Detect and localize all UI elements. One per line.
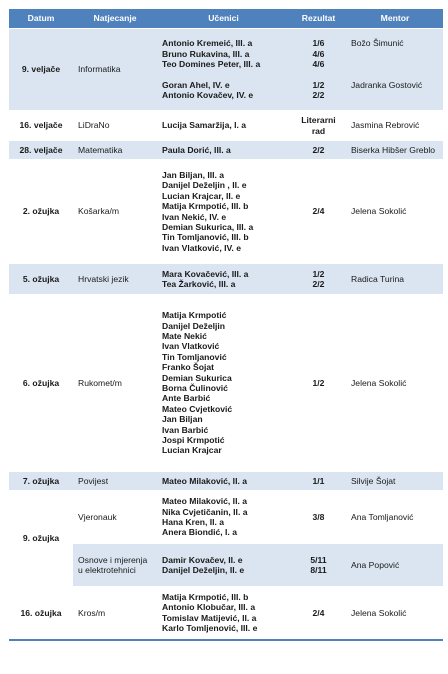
cell-date: 7. ožujka xyxy=(9,472,73,491)
mentor-name: Jasmina Rebrović xyxy=(351,120,420,131)
student-name: Ivan Barbić xyxy=(162,424,209,435)
table-row xyxy=(9,587,443,640)
cell-date: 9. veljače xyxy=(9,29,73,111)
student-name: Ivan Vlatković xyxy=(162,341,220,352)
result-value: 2/4 xyxy=(312,607,325,618)
table-row xyxy=(9,295,443,472)
table-row xyxy=(9,160,443,264)
cell-mentor xyxy=(347,29,443,111)
student-name: Franko Šojat xyxy=(162,362,215,373)
cell-mentor xyxy=(347,472,443,491)
header-date: Datum xyxy=(9,9,73,29)
student-name: Anera Biondić, I. a xyxy=(162,527,237,538)
result-value: 1/6 xyxy=(312,38,325,49)
header-result: Rezultat xyxy=(290,9,347,29)
table-row xyxy=(9,111,443,141)
student-name: Lucian Krajcar xyxy=(162,445,222,456)
cell-mentor xyxy=(347,295,443,472)
student-name: Borna Čulinović xyxy=(162,383,228,393)
cell-students xyxy=(157,264,290,295)
cell-date: 28. veljače xyxy=(9,141,73,160)
cell-students xyxy=(157,29,290,111)
spacer xyxy=(293,70,344,80)
student-name: Hana Kren, II. a xyxy=(162,517,225,527)
table-row xyxy=(9,472,443,491)
result-value: 4/6 xyxy=(312,59,325,70)
result-value: 2/2 xyxy=(312,144,325,155)
mentor-name: Ana Tomljanović xyxy=(351,511,414,522)
student-name: Karlo Tomljenović, III. e xyxy=(162,623,258,634)
competition-results-table xyxy=(9,8,443,641)
student-name: Mateo Milaković, II. a xyxy=(162,475,248,486)
cell-competition: Povijest xyxy=(73,472,157,491)
cell-result xyxy=(290,491,347,544)
student-name: Antonio Klobučar, III. a xyxy=(162,602,256,613)
cell-students xyxy=(157,587,290,640)
student-name: Tin Tomljanović, III. b xyxy=(162,232,249,243)
student-name: Ivan Vlatković, IV. e xyxy=(162,242,241,253)
student-name: Damir Kovačev, II. e xyxy=(162,554,243,565)
cell-students xyxy=(157,295,290,472)
result-value: Literarni xyxy=(301,115,336,126)
student-name: Nika Cvjetičanin, II. a xyxy=(162,506,248,517)
header-students: Učenici xyxy=(157,9,290,29)
cell-competition: Rukomet/m xyxy=(73,295,157,472)
mentor-name: Radica Turina xyxy=(351,273,405,284)
mentor-name: Silvije Šojat xyxy=(351,475,396,486)
cell-date: 5. ožujka xyxy=(9,264,73,295)
result-value: 8/11 xyxy=(310,565,327,575)
cell-students xyxy=(157,141,290,160)
spacer xyxy=(351,59,440,69)
cell-mentor xyxy=(347,264,443,295)
cell-students xyxy=(157,111,290,141)
student-name: Lucija Samaržija, I. a xyxy=(162,120,247,131)
cell-students xyxy=(157,472,290,491)
cell-mentor xyxy=(347,141,443,160)
cell-result xyxy=(290,111,347,141)
mentor-name: Ana Popović xyxy=(351,559,400,570)
cell-date: 2. ožujka xyxy=(9,160,73,264)
student-name: Goran Ahel, IV. e xyxy=(162,79,230,90)
student-name: Antonio Kovačev, IV. e xyxy=(162,90,254,101)
cell-competition: Kros/m xyxy=(73,587,157,640)
result-value: 2/2 xyxy=(312,90,325,101)
result-value: rad xyxy=(311,125,326,136)
mentor-name: Jelena Sokolić xyxy=(351,607,407,618)
student-name: Mara Kovačević, III. a xyxy=(162,268,249,279)
spacer xyxy=(162,70,287,80)
cell-competition: Matematika xyxy=(73,141,157,160)
cell-competition: Hrvatski jezik xyxy=(73,264,157,295)
student-name: Ivan Nekić, IV. e xyxy=(162,211,227,222)
student-name: Danijel Deželjin , II. e xyxy=(162,180,247,191)
student-name: Ante Barbić xyxy=(162,393,211,404)
student-name: Jan Biljan, III. a xyxy=(162,169,225,180)
cell-mentor xyxy=(347,544,443,587)
header-competition: Natjecanje xyxy=(73,9,157,29)
result-value: 5/11 xyxy=(310,554,327,565)
table-row xyxy=(9,491,443,544)
student-name: Mateo Cvjetković xyxy=(162,403,233,414)
result-value: 2/4 xyxy=(312,206,325,217)
cell-date: 16. veljače xyxy=(9,111,73,141)
cell-result xyxy=(290,29,347,111)
mentor-name: Jelena Sokolić xyxy=(351,377,407,388)
student-name: Lucian Krajcar, II. e xyxy=(162,190,241,201)
mentor-name: Jadranka Gostović xyxy=(351,79,423,90)
mentor-name: Jelena Sokolić xyxy=(351,206,407,217)
student-name: Tea Žarković, III. a xyxy=(162,279,236,289)
student-name: Paula Dorić, III. a xyxy=(162,144,231,155)
cell-students xyxy=(157,491,290,544)
student-name: Matija Krmpotić, III. b xyxy=(162,591,249,602)
cell-competition: Vjeronauk xyxy=(73,491,157,544)
student-name: Antonio Kremeić, III. a xyxy=(162,38,253,49)
student-name: Matija Krmpotić, III. b xyxy=(162,201,249,212)
cell-result xyxy=(290,141,347,160)
header-mentor: Mentor xyxy=(347,9,443,29)
cell-competition: Košarka/m xyxy=(73,160,157,264)
student-name: Demian Sukurica, III. a xyxy=(162,221,254,232)
mentor-name: Biserka Hibšer Greblo xyxy=(351,144,436,155)
cell-result xyxy=(290,472,347,491)
student-name: Danijel Deželjin, II. e xyxy=(162,565,245,575)
cell-mentor xyxy=(347,160,443,264)
cell-students xyxy=(157,160,290,264)
table-row xyxy=(9,544,443,587)
cell-date: 16. ožujka xyxy=(9,587,73,640)
result-value: 1/2 xyxy=(312,268,325,279)
result-value: 4/6 xyxy=(312,48,325,59)
cell-competition: LiDraNo xyxy=(73,111,157,141)
cell-competition: Osnove i mjerenja u elektrotehnici xyxy=(73,544,157,587)
student-name: Jospi Krmpotić xyxy=(162,434,225,445)
spacer xyxy=(351,70,440,80)
cell-result xyxy=(290,295,347,472)
student-name: Tin Tomljanović xyxy=(162,351,227,362)
student-name: Matija Krmpotić xyxy=(162,310,227,321)
result-value: 3/8 xyxy=(312,511,325,522)
result-value: 1/2 xyxy=(312,377,325,388)
student-name: Mateo Milaković, II. a xyxy=(162,496,248,507)
mentor-name: Božo Šimunić xyxy=(351,38,404,49)
result-value: 1/2 xyxy=(312,79,325,90)
cell-result xyxy=(290,587,347,640)
cell-students xyxy=(157,544,290,587)
cell-mentor xyxy=(347,111,443,141)
cell-date: 6. ožujka xyxy=(9,295,73,472)
table-row xyxy=(9,141,443,160)
student-name: Bruno Rukavina, III. a xyxy=(162,48,250,59)
result-value: 1/1 xyxy=(312,475,325,486)
cell-date: 9. ožujka xyxy=(9,491,73,587)
table-row xyxy=(9,264,443,295)
student-name: Jan Biljan xyxy=(162,414,203,425)
result-value: 2/2 xyxy=(312,279,325,289)
student-name: Teo Domines Peter, III. a xyxy=(162,59,261,70)
student-name: Danijel Deželjin xyxy=(162,320,226,331)
student-name: Tomislav Matijević, II. a xyxy=(162,612,257,623)
table-row xyxy=(9,29,443,111)
student-name: Mate Nekić xyxy=(162,331,207,342)
table-header-row xyxy=(9,9,443,29)
spacer xyxy=(351,49,440,59)
cell-result xyxy=(290,264,347,295)
cell-mentor xyxy=(347,587,443,640)
cell-result xyxy=(290,544,347,587)
spacer xyxy=(351,90,440,100)
cell-competition: Informatika xyxy=(73,29,157,111)
student-name: Demian Sukurica xyxy=(162,372,232,383)
cell-mentor xyxy=(347,491,443,544)
cell-result xyxy=(290,160,347,264)
